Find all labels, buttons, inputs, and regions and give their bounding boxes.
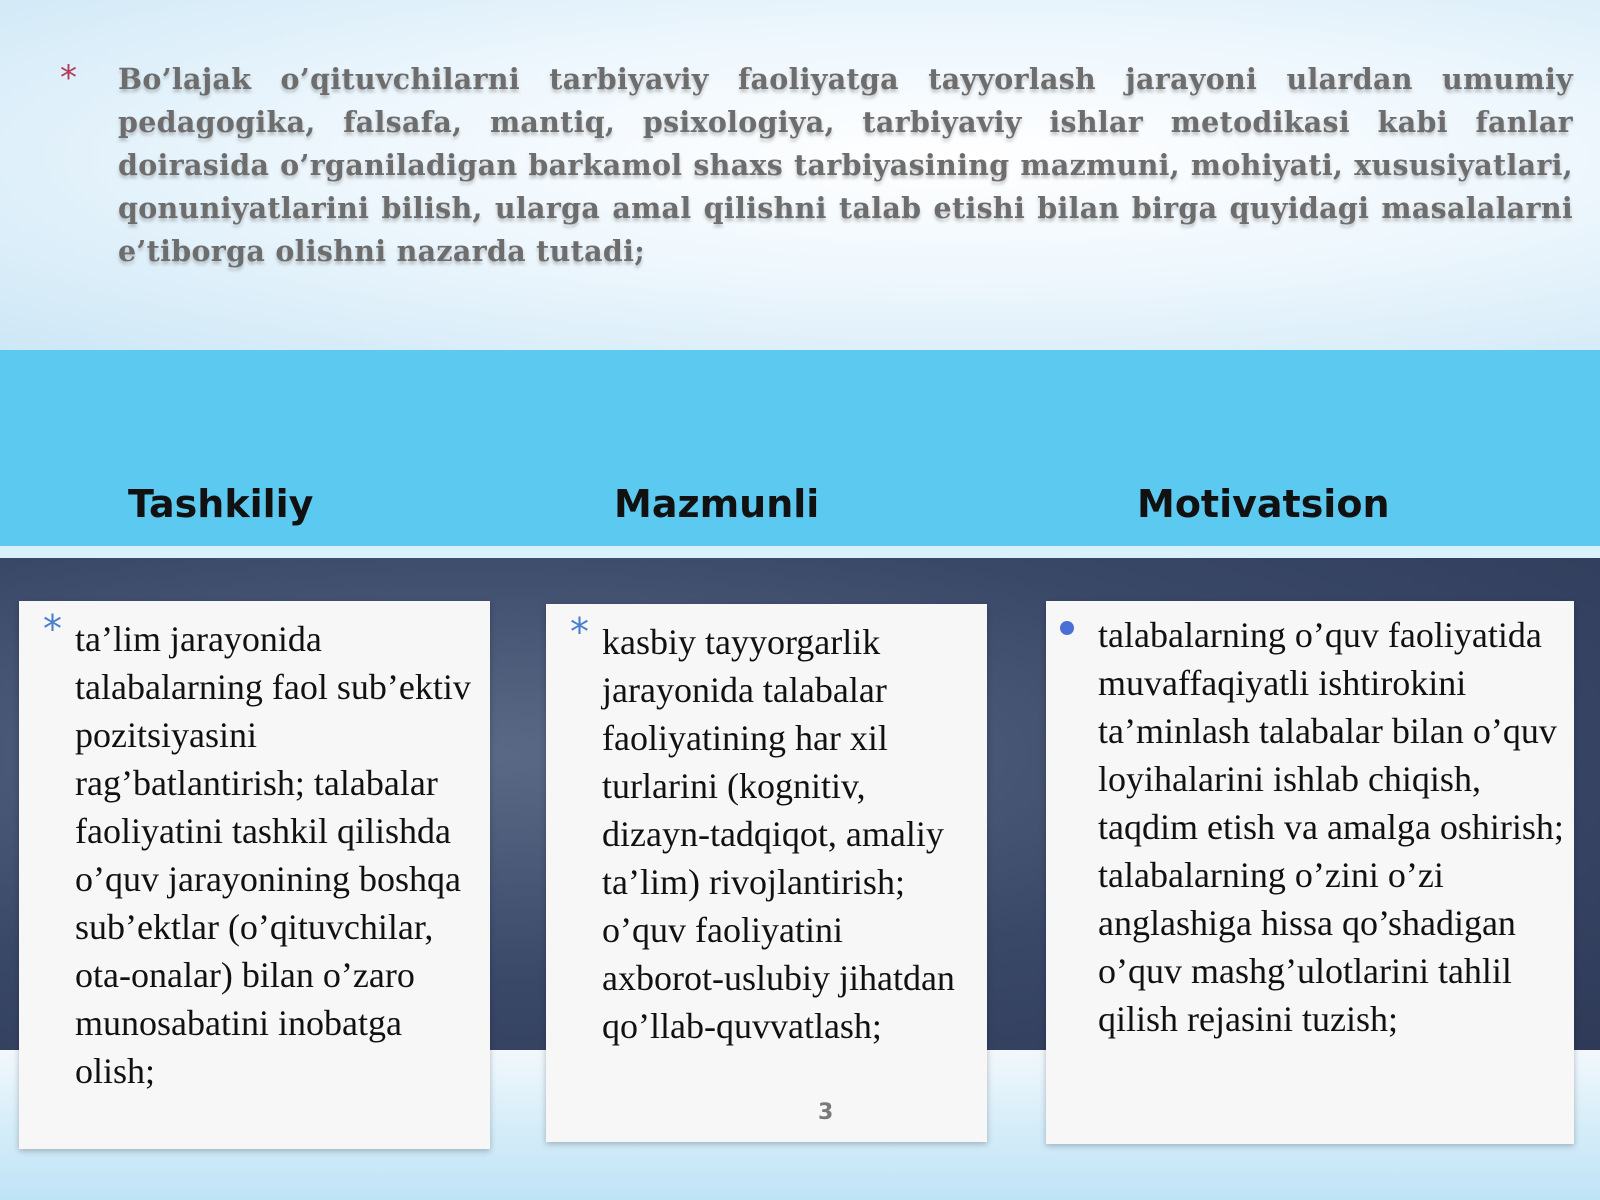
card-motivatsion [1046,601,1574,1144]
intro-paragraph: Bo’lajak o’qituvchilarni tarbiyaviy faoliyatga tayyorlash jarayoni ulardan umumiy pedagogika, falsafa, mantiq, psixologiya, tarbiyaviy ishlar metodikasi kabi fanlar doirasida o’rganiladigan barkamol shaxs tarbiyasining mazmuni, mohiyati, xususiyatlari, qonuniyatlarini bilish, ularga amal qilishni talab etishi bilan birga quyidagi masalalarni e’tiborga olishni nazarda tutadi; [118,62,1573,268]
asterisk-bullet-icon: * [43,607,62,651]
card-mazmunli [546,604,987,1142]
dot-bullet-icon [1060,621,1074,635]
card-text: ta’lim jarayonida talabalarning faol sub’ektiv pozitsiyasini rag’batlantirish; talabalar faoliyatini tashkil qilishda o’quv jarayonining boshqa sub’ektlar (o’qituvchilar, ota-onalar) bilan o’zaro munosabatini inobatga olish; [75,619,471,1091]
column-heading-mazmunli: Mazmunli [614,482,820,526]
card-text: talabalarning o’quv faoliyatida muvaffaqiyatli ishtirokini ta’minlash talabalar bilan o’quv loyihalarini ishlab chiqish, taqdim etish va amalga oshirish; talabalarning o’zini o’zi anglashiga hissa qo’shadigan o’quv mashg’ulotlarini tahlil qilish rejasini tuzish; [1098,615,1564,1039]
card-text: kasbiy tayyorgarlik jarayonida talabalar faoliyatining har xil turlarini (kognitiv, dizayn-tadqiqot, amaliy ta’lim) rivojlantirish; o’quv faoliyatini axborot-uslubiy jihatdan qo’llab-quvvatlash; [602,622,955,1046]
band-divider [0,546,1600,558]
column-heading-motivatsion: Motivatsion [1137,482,1390,526]
page-number: 3 [818,1100,834,1125]
column-heading-tashkiliy: Tashkiliy [128,482,314,526]
asterisk-bullet-icon: * [570,610,589,654]
card-tashkiliy [19,601,490,1149]
asterisk-bullet-icon: * [60,58,77,98]
